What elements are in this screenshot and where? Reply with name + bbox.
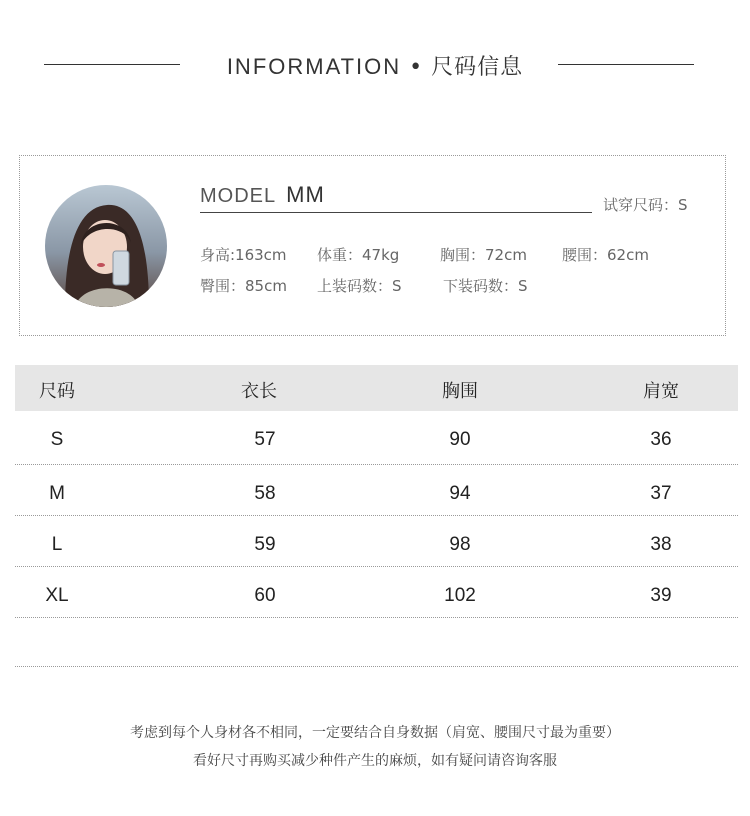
table-cell-size: M — [49, 483, 65, 504]
table-cell-size: S — [50, 429, 64, 450]
stat-bottom-size: 下装码数：S — [443, 277, 528, 295]
table-cell-shoulder: 39 — [650, 585, 672, 606]
table-cell-length: 60 — [254, 585, 276, 606]
header-rule-right — [558, 64, 694, 65]
model-underline — [200, 212, 592, 213]
size-table — [15, 365, 738, 667]
stat-chest: 胸围：72cm — [440, 246, 527, 264]
model-label — [200, 182, 325, 208]
table-cell-shoulder: 37 — [650, 483, 672, 504]
table-header-shoulder: 肩宽 — [643, 381, 679, 402]
stat-weight: 体重：47kg — [317, 246, 400, 264]
table-cell-length: 59 — [254, 534, 276, 555]
table-row — [15, 465, 738, 516]
table-cell-length: 58 — [254, 483, 276, 504]
section-title-separator: • — [409, 55, 424, 80]
stat-height: 身高:163cm — [200, 246, 287, 264]
table-header-size: 尺码 — [39, 381, 75, 402]
table-row — [15, 411, 738, 465]
table-cell-chest: 98 — [449, 534, 471, 555]
stat-top-size: 上装码数：S — [317, 277, 402, 295]
table-cell-chest: 102 — [444, 585, 476, 606]
table-row — [15, 516, 738, 567]
section-header — [0, 0, 750, 130]
size-note-line-2: 看好尺寸再购买减少种件产生的麻烦，如有疑问请咨询客服 — [193, 753, 557, 769]
section-title-en: INFORMATION — [226, 54, 402, 79]
table-cell-shoulder: 36 — [650, 429, 672, 450]
table-header-row — [15, 365, 738, 411]
table-header-length: 衣长 — [241, 381, 277, 402]
table-cell-chest: 90 — [449, 429, 471, 450]
table-cell-size: XL — [45, 585, 69, 606]
table-row — [15, 567, 738, 618]
stat-waist: 腰围：62cm — [562, 246, 649, 264]
table-cell-chest: 94 — [449, 483, 471, 504]
model-info-card — [19, 155, 726, 336]
model-photo-icon — [45, 185, 167, 307]
section-title — [0, 50, 750, 81]
try-size: 试穿尺码：S — [603, 196, 688, 214]
table-header-chest: 胸围 — [442, 381, 478, 402]
table-cell-length: 57 — [254, 429, 276, 450]
size-note-line-1: 考虑到每个人身材各不相同，一定要结合自身数据（肩宽、腰围尺寸最为重要） — [130, 725, 620, 741]
section-title-cn: 尺码信息 — [431, 55, 524, 80]
model-name: MM — [286, 182, 325, 207]
stat-hip: 臀围：85cm — [200, 277, 287, 295]
table-row-empty — [15, 618, 738, 667]
model-avatar — [45, 185, 167, 307]
table-cell-size: L — [51, 534, 63, 555]
table-cell-shoulder: 38 — [650, 534, 672, 555]
model-label-text: MODEL — [200, 185, 277, 207]
